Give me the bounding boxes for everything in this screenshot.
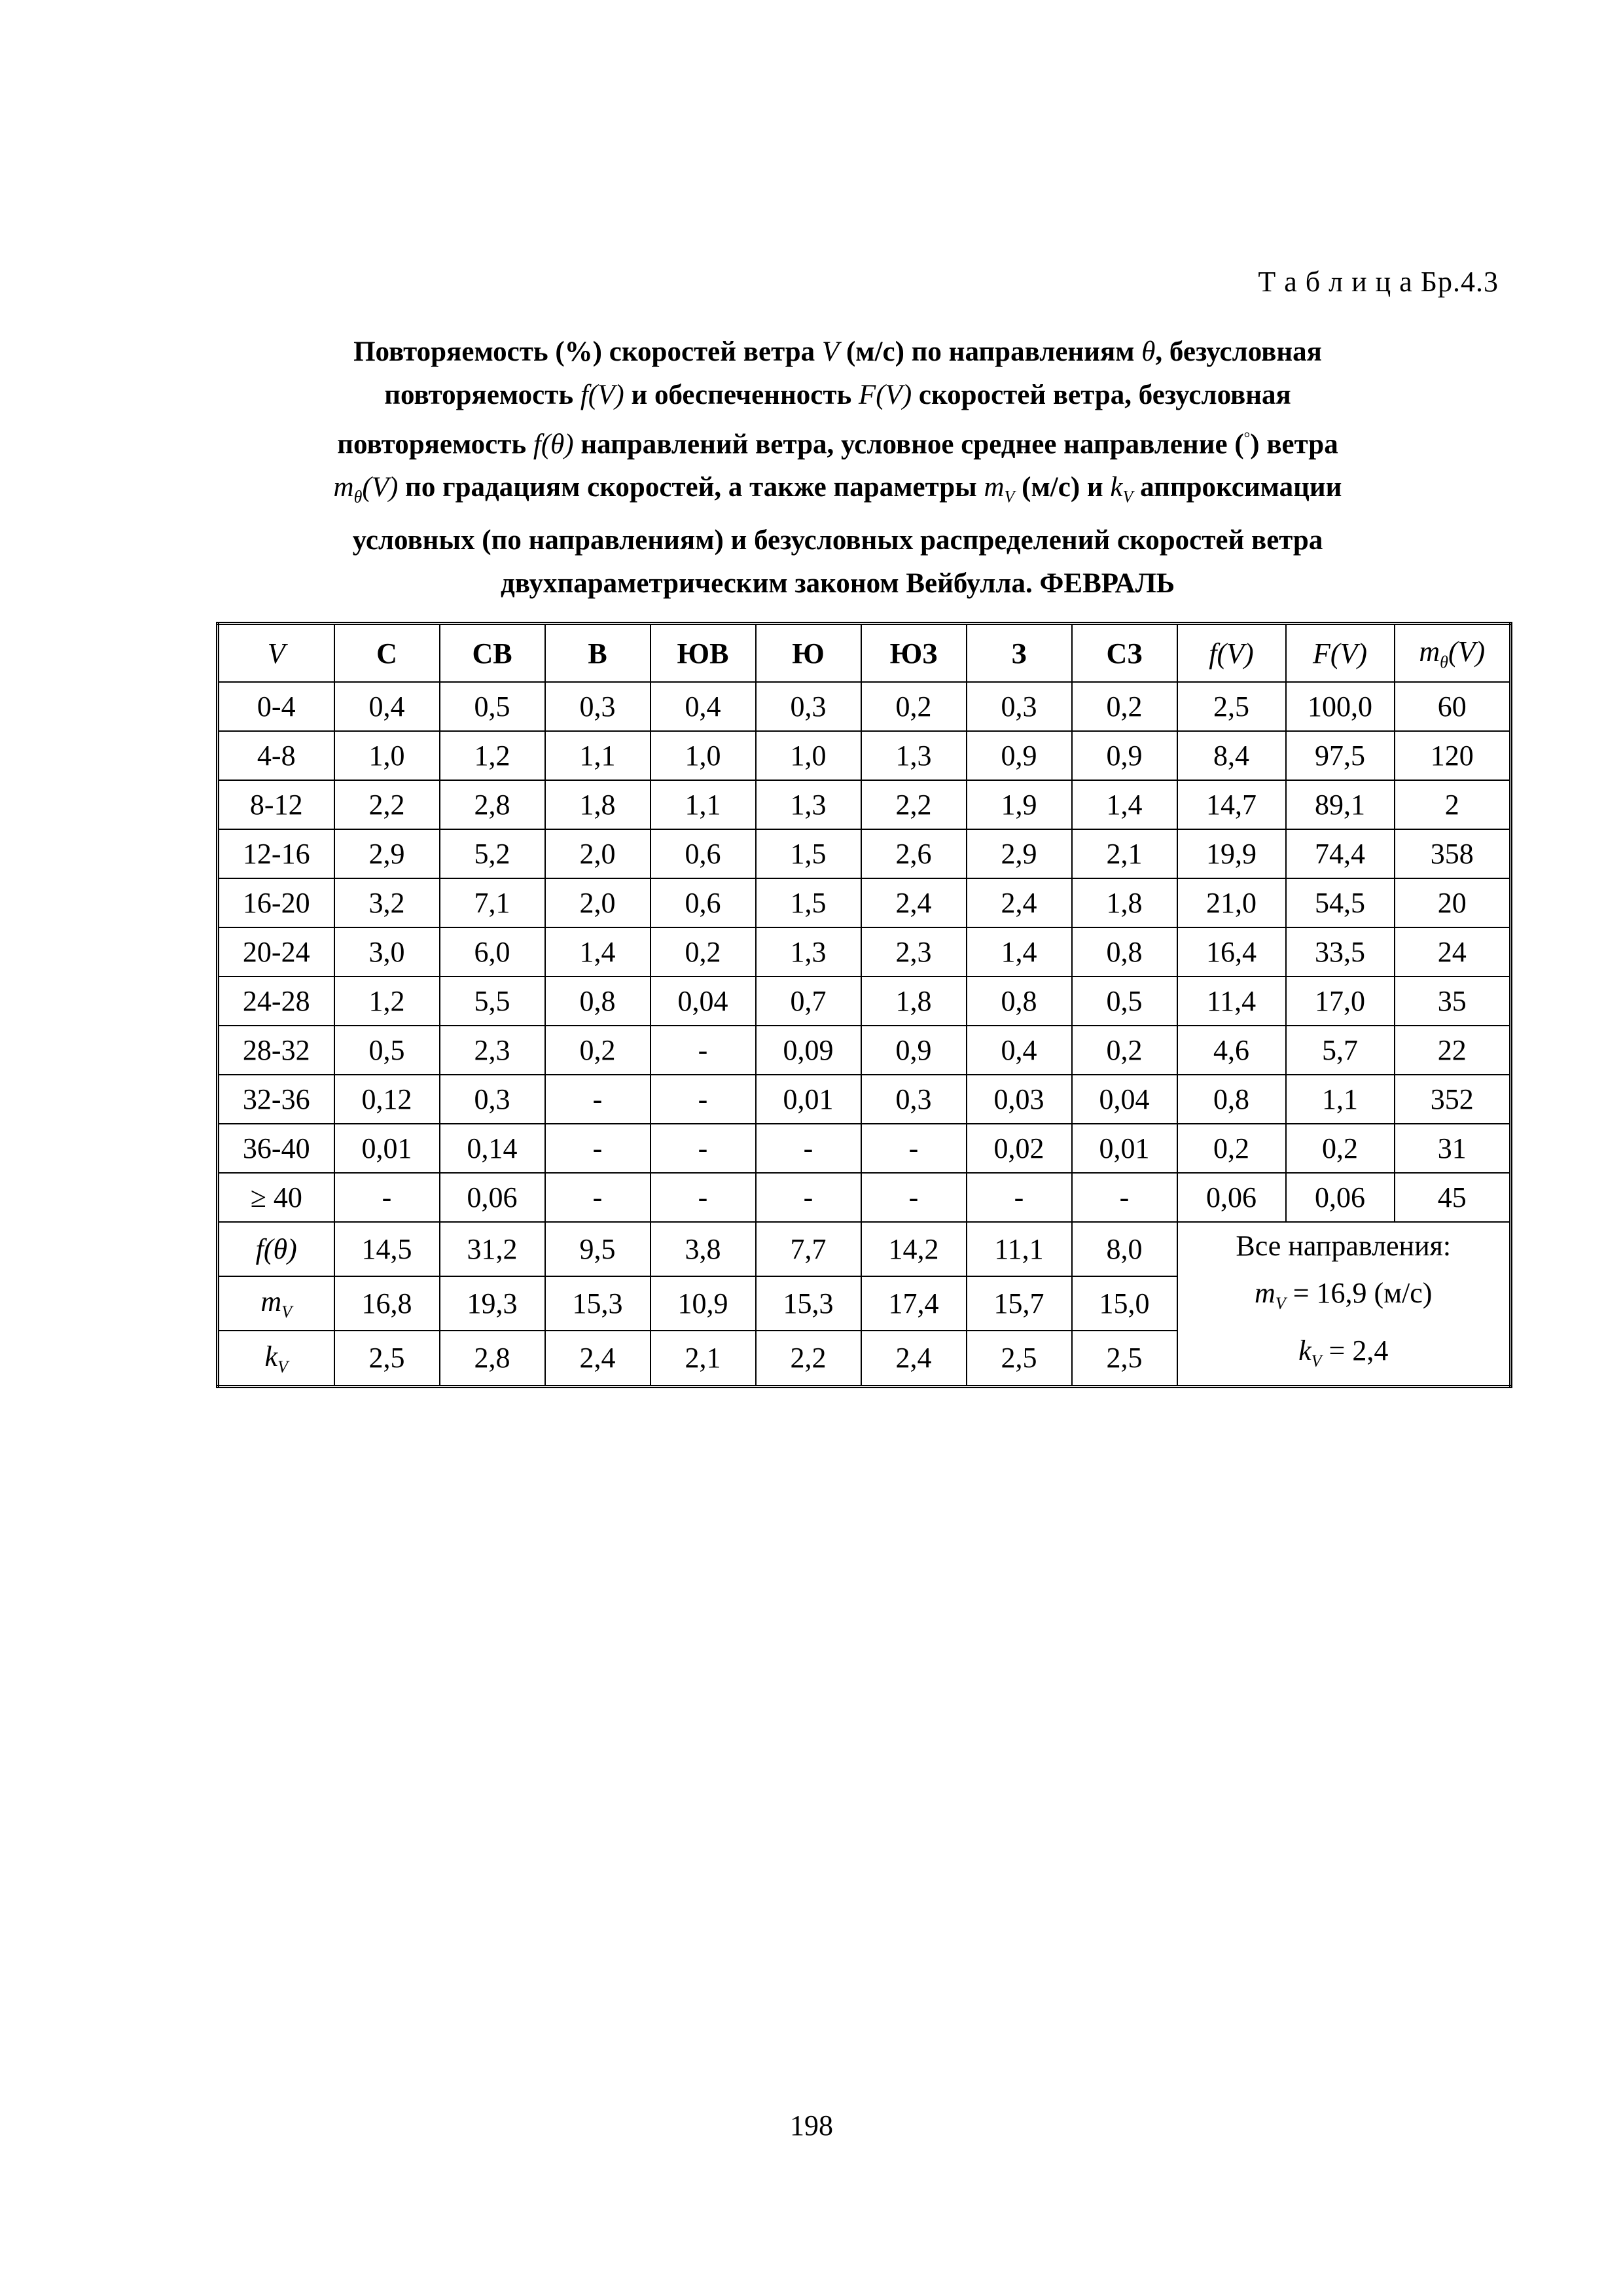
table-cell: 1,8 xyxy=(1072,878,1177,927)
table-cell: 89,1 xyxy=(1286,780,1395,829)
table-cell: 20 xyxy=(1395,878,1511,927)
speed-range-cell: 32-36 xyxy=(218,1075,334,1124)
table-cell: 0,3 xyxy=(967,682,1072,731)
header-F-v: F(V) xyxy=(1286,624,1395,683)
table-cell: 16,4 xyxy=(1177,927,1286,977)
table-cell: 0,8 xyxy=(545,977,651,1026)
page-number: 198 xyxy=(790,2109,833,2142)
table-number: Т а б л и ц а Бр.4.3 xyxy=(1258,266,1499,298)
symbol-base: m xyxy=(984,472,1005,503)
table-cell: - xyxy=(545,1075,651,1124)
table-cell: 0,5 xyxy=(1072,977,1177,1026)
caption-text: (м/с) и xyxy=(1014,472,1111,503)
table-cell: - xyxy=(334,1173,440,1222)
table-cell: 2,2 xyxy=(861,780,967,829)
table-cell: 0,4 xyxy=(334,682,440,731)
table-cell: 0,7 xyxy=(756,977,861,1026)
table-cell: 2,0 xyxy=(545,878,651,927)
table-cell: 22 xyxy=(1395,1026,1511,1075)
table-cell: 2 xyxy=(1395,780,1511,829)
table-cell: 0,2 xyxy=(545,1026,651,1075)
table-cell: 0,04 xyxy=(651,977,756,1026)
header-direction: Ю xyxy=(756,624,861,683)
symbol-subscript: V xyxy=(1004,487,1015,507)
caption-text: по градациям скоростей, а также параметры xyxy=(398,472,984,503)
summary-value: = 2,4 xyxy=(1321,1334,1389,1367)
table-cell: 9,5 xyxy=(545,1222,651,1276)
table-cell: 2,4 xyxy=(967,878,1072,927)
caption-text: повторяемость xyxy=(384,380,580,410)
table-cell: 7,7 xyxy=(756,1222,861,1276)
caption-symbol: f(θ) xyxy=(533,429,574,460)
table-cell: 7,1 xyxy=(440,878,545,927)
caption-text: скоростей ветра, безусловная xyxy=(912,380,1291,410)
table-cell: 0,6 xyxy=(651,829,756,878)
header-f-v: f(V) xyxy=(1177,624,1286,683)
table-cell: 0,9 xyxy=(967,731,1072,780)
table-cell: 16,8 xyxy=(334,1276,440,1331)
table-row xyxy=(218,1075,1511,1124)
speed-range-cell: ≥ 40 xyxy=(218,1173,334,1222)
table-cell: 2,9 xyxy=(967,829,1072,878)
symbol-base: m xyxy=(1419,635,1440,668)
symbol-base: m xyxy=(1255,1277,1275,1309)
symbol-argument: (V) xyxy=(1448,635,1486,668)
table-cell: 0,3 xyxy=(545,682,651,731)
symbol-subscript: V xyxy=(1275,1293,1286,1313)
table-cell: 0,04 xyxy=(1072,1075,1177,1124)
table-row xyxy=(218,780,1511,829)
table-cell: 2,5 xyxy=(1177,682,1286,731)
table-cell: 2,4 xyxy=(861,1331,967,1386)
table-cell: 2,1 xyxy=(1072,829,1177,878)
caption-symbol: F(V) xyxy=(858,380,912,410)
header-direction: В xyxy=(545,624,651,683)
symbol-base: k xyxy=(1110,472,1123,503)
table-cell: 2,5 xyxy=(334,1331,440,1386)
table-cell: 14,7 xyxy=(1177,780,1286,829)
table-row xyxy=(218,1124,1511,1173)
table-cell: 17,4 xyxy=(861,1276,967,1331)
table-cell: 100,0 xyxy=(1286,682,1395,731)
table-cell: 5,5 xyxy=(440,977,545,1026)
table-cell: 3,2 xyxy=(334,878,440,927)
table-cell: 74,4 xyxy=(1286,829,1395,878)
caption-line-2 xyxy=(216,374,1459,417)
table-cell: - xyxy=(651,1124,756,1173)
table-cell: 14,2 xyxy=(861,1222,967,1276)
table-cell: - xyxy=(1072,1173,1177,1222)
table-cell: 2,2 xyxy=(334,780,440,829)
table-cell: 1,9 xyxy=(967,780,1072,829)
caption-text: аппроксимации xyxy=(1133,472,1342,503)
table-cell: 358 xyxy=(1395,829,1511,878)
caption-symbol: V xyxy=(821,336,840,367)
table-row xyxy=(218,829,1511,878)
table-cell: 0,2 xyxy=(1286,1124,1395,1173)
summary-k-v xyxy=(1178,1327,1510,1385)
table-row xyxy=(218,927,1511,977)
table-cell: - xyxy=(651,1026,756,1075)
table-cell: 97,5 xyxy=(1286,731,1395,780)
speed-range-cell: 0-4 xyxy=(218,682,334,731)
table-cell: 2,9 xyxy=(334,829,440,878)
symbol-base: k xyxy=(264,1340,278,1372)
f-theta-row xyxy=(218,1222,1511,1276)
caption-text: , безусловная xyxy=(1155,336,1322,367)
symbol-subscript: θ xyxy=(353,487,363,507)
caption-text: (м/с) по направлениям xyxy=(839,336,1142,367)
header-row xyxy=(218,624,1511,683)
table-cell: 1,1 xyxy=(651,780,756,829)
table-cell: 0,3 xyxy=(861,1075,967,1124)
table-row xyxy=(218,977,1511,1026)
table-cell: 2,8 xyxy=(440,780,545,829)
table-cell: 0,6 xyxy=(651,878,756,927)
table-cell: 1,0 xyxy=(756,731,861,780)
summary-title: Все направления: xyxy=(1236,1230,1452,1262)
caption-line-4 xyxy=(216,466,1459,519)
symbol-argument: (V) xyxy=(362,472,399,503)
table-cell: 35 xyxy=(1395,977,1511,1026)
header-direction: ЮЗ xyxy=(861,624,967,683)
table-cell: 352 xyxy=(1395,1075,1511,1124)
symbol-base: m xyxy=(333,472,354,503)
caption-line-5: условных (по направлениям) и безусловных распределений скоростей ветра xyxy=(352,524,1323,556)
speed-range-cell: 36-40 xyxy=(218,1124,334,1173)
table-cell: 3,8 xyxy=(651,1222,756,1276)
table-cell: 2,5 xyxy=(967,1331,1072,1386)
table-cell: 15,3 xyxy=(545,1276,651,1331)
wind-speed-table xyxy=(216,622,1512,1388)
table-cell: 0,3 xyxy=(756,682,861,731)
table-cell: 31 xyxy=(1395,1124,1511,1173)
table-cell: 2,5 xyxy=(1072,1331,1177,1386)
table-cell: 1,8 xyxy=(545,780,651,829)
table-cell: 3,0 xyxy=(334,927,440,977)
table-cell: 2,2 xyxy=(756,1331,861,1386)
table-cell: - xyxy=(651,1075,756,1124)
table-cell: 1,5 xyxy=(756,878,861,927)
table-cell: 0,9 xyxy=(861,1026,967,1075)
table-cell: 17,0 xyxy=(1286,977,1395,1026)
table-cell: 0,09 xyxy=(756,1026,861,1075)
row-label xyxy=(218,1276,334,1331)
table-row xyxy=(218,878,1511,927)
caption-text: повторяемость xyxy=(337,429,533,460)
header-direction: СВ xyxy=(440,624,545,683)
table-cell: 15,7 xyxy=(967,1276,1072,1331)
table-cell: 1,8 xyxy=(861,977,967,1026)
table-cell: 10,9 xyxy=(651,1276,756,1331)
table-cell: 4,6 xyxy=(1177,1026,1286,1075)
table-cell: - xyxy=(861,1124,967,1173)
table-cell: 0,4 xyxy=(967,1026,1072,1075)
header-speed: V xyxy=(218,624,334,683)
table-cell: 2,0 xyxy=(545,829,651,878)
table-row xyxy=(218,1026,1511,1075)
speed-range-cell: 16-20 xyxy=(218,878,334,927)
table-cell: 1,4 xyxy=(1072,780,1177,829)
row-label: f(θ) xyxy=(218,1222,334,1276)
speed-range-cell: 8-12 xyxy=(218,780,334,829)
table-row xyxy=(218,682,1511,731)
table-cell: - xyxy=(967,1173,1072,1222)
table-cell: - xyxy=(861,1173,967,1222)
table-cell: 1,1 xyxy=(545,731,651,780)
table-body xyxy=(218,682,1511,1222)
caption-text: направлений ветра, условное среднее направление ( xyxy=(573,429,1244,460)
table-cell: - xyxy=(545,1124,651,1173)
table-cell: 120 xyxy=(1395,731,1511,780)
caption-symbol xyxy=(1110,472,1133,507)
table-cell: 1,0 xyxy=(651,731,756,780)
table-cell: 19,9 xyxy=(1177,829,1286,878)
speed-range-cell: 12-16 xyxy=(218,829,334,878)
speed-range-cell: 4-8 xyxy=(218,731,334,780)
table-cell: - xyxy=(651,1173,756,1222)
table-cell: 0,4 xyxy=(651,682,756,731)
table-cell: 1,3 xyxy=(756,780,861,829)
caption-text: и обеспеченность xyxy=(624,380,859,410)
table-cell: 0,12 xyxy=(334,1075,440,1124)
caption-text: ) ветра xyxy=(1250,429,1338,460)
table-cell: 0,01 xyxy=(756,1075,861,1124)
table-cell: 0,2 xyxy=(1072,1026,1177,1075)
table-cell: 0,2 xyxy=(651,927,756,977)
caption-line-6: двухпараметрическим законом Вейбулла. ФЕВРАЛЬ xyxy=(500,567,1175,599)
table-cell: 54,5 xyxy=(1286,878,1395,927)
table-cell: 0,03 xyxy=(967,1075,1072,1124)
symbol-subscript: V xyxy=(1311,1351,1322,1371)
caption-symbol xyxy=(333,472,399,507)
table-cell: - xyxy=(545,1173,651,1222)
table-cell: 6,0 xyxy=(440,927,545,977)
table-cell: 2,6 xyxy=(861,829,967,878)
row-label xyxy=(218,1331,334,1386)
caption-symbol xyxy=(984,472,1015,507)
table-cell: 0,06 xyxy=(1177,1173,1286,1222)
table-cell: 0,01 xyxy=(334,1124,440,1173)
table-cell: 15,0 xyxy=(1072,1276,1177,1331)
table-row xyxy=(218,1173,1511,1222)
table-cell: 0,06 xyxy=(1286,1173,1395,1222)
table-cell: 0,5 xyxy=(334,1026,440,1075)
table-cell: 19,3 xyxy=(440,1276,545,1331)
caption-symbol: θ xyxy=(1141,336,1156,367)
table-cell: 1,2 xyxy=(334,977,440,1026)
header-direction: ЮВ xyxy=(651,624,756,683)
symbol-subscript: V xyxy=(277,1357,288,1376)
table-cell: 45 xyxy=(1395,1173,1511,1222)
table-cell: 0,3 xyxy=(440,1075,545,1124)
table-cell: 1,0 xyxy=(334,731,440,780)
speed-range-cell: 28-32 xyxy=(218,1026,334,1075)
table-cell: 15,3 xyxy=(756,1276,861,1331)
symbol-subscript: V xyxy=(281,1302,293,1322)
table-cell: 0,8 xyxy=(1072,927,1177,977)
table-cell: 1,4 xyxy=(967,927,1072,977)
table-cell: 14,5 xyxy=(334,1222,440,1276)
table-cell: 1,4 xyxy=(545,927,651,977)
table-cell: 0,14 xyxy=(440,1124,545,1173)
table-cell: 0,02 xyxy=(967,1124,1072,1173)
header-direction: С xyxy=(334,624,440,683)
table-cell: 5,7 xyxy=(1286,1026,1395,1075)
parameters-body xyxy=(218,1222,1511,1386)
table-cell: - xyxy=(756,1173,861,1222)
table-cell: 31,2 xyxy=(440,1222,545,1276)
table-cell: 1,5 xyxy=(756,829,861,878)
summary-value: = 16,9 xyxy=(1285,1277,1367,1309)
symbol-base: m xyxy=(260,1285,282,1318)
table-cell: - xyxy=(756,1124,861,1173)
table-caption xyxy=(216,331,1459,605)
table-cell: 60 xyxy=(1395,682,1511,731)
degree-symbol: ° xyxy=(1243,430,1251,447)
table-cell: 24 xyxy=(1395,927,1511,977)
table-cell: 0,01 xyxy=(1072,1124,1177,1173)
table-cell: 33,5 xyxy=(1286,927,1395,977)
table-cell: 1,1 xyxy=(1286,1075,1395,1124)
table-cell: 2,4 xyxy=(861,878,967,927)
symbol-base: k xyxy=(1298,1334,1311,1367)
symbol-subscript: V xyxy=(1122,487,1133,507)
header-direction: СЗ xyxy=(1072,624,1177,683)
table-cell: 0,8 xyxy=(967,977,1072,1026)
table-cell: 11,1 xyxy=(967,1222,1072,1276)
table-cell: 0,2 xyxy=(1177,1124,1286,1173)
speed-range-cell: 20-24 xyxy=(218,927,334,977)
table-cell: 2,3 xyxy=(440,1026,545,1075)
table-cell: 1,2 xyxy=(440,731,545,780)
table-cell: 0,2 xyxy=(861,682,967,731)
table-cell: 11,4 xyxy=(1177,977,1286,1026)
all-directions-summary xyxy=(1177,1222,1511,1386)
table-cell: 0,2 xyxy=(1072,682,1177,731)
table-cell: 2,4 xyxy=(545,1331,651,1386)
table-cell: 21,0 xyxy=(1177,878,1286,927)
header-m-theta xyxy=(1395,624,1511,683)
symbol-subscript: θ xyxy=(1440,652,1448,672)
table-cell: 2,8 xyxy=(440,1331,545,1386)
caption-text: Повторяемость (%) скоростей ветра xyxy=(353,336,822,367)
table-cell: 2,1 xyxy=(651,1331,756,1386)
table-cell: 1,3 xyxy=(756,927,861,977)
table-cell: 8,4 xyxy=(1177,731,1286,780)
table-cell: 2,3 xyxy=(861,927,967,977)
table-row xyxy=(218,731,1511,780)
caption-line-3 xyxy=(216,417,1459,466)
caption-line-1 xyxy=(216,331,1459,374)
table-cell: 0,9 xyxy=(1072,731,1177,780)
table-cell: 5,2 xyxy=(440,829,545,878)
table-cell: 0,5 xyxy=(440,682,545,731)
table-cell: 1,3 xyxy=(861,731,967,780)
table-cell: 0,06 xyxy=(440,1173,545,1222)
table-cell: 8,0 xyxy=(1072,1222,1177,1276)
speed-range-cell: 24-28 xyxy=(218,977,334,1026)
table-cell: 0,8 xyxy=(1177,1075,1286,1124)
header-direction: З xyxy=(967,624,1072,683)
summary-unit: (м/с) xyxy=(1366,1277,1433,1309)
summary-m-v xyxy=(1178,1270,1510,1327)
caption-symbol: f(V) xyxy=(580,380,624,410)
